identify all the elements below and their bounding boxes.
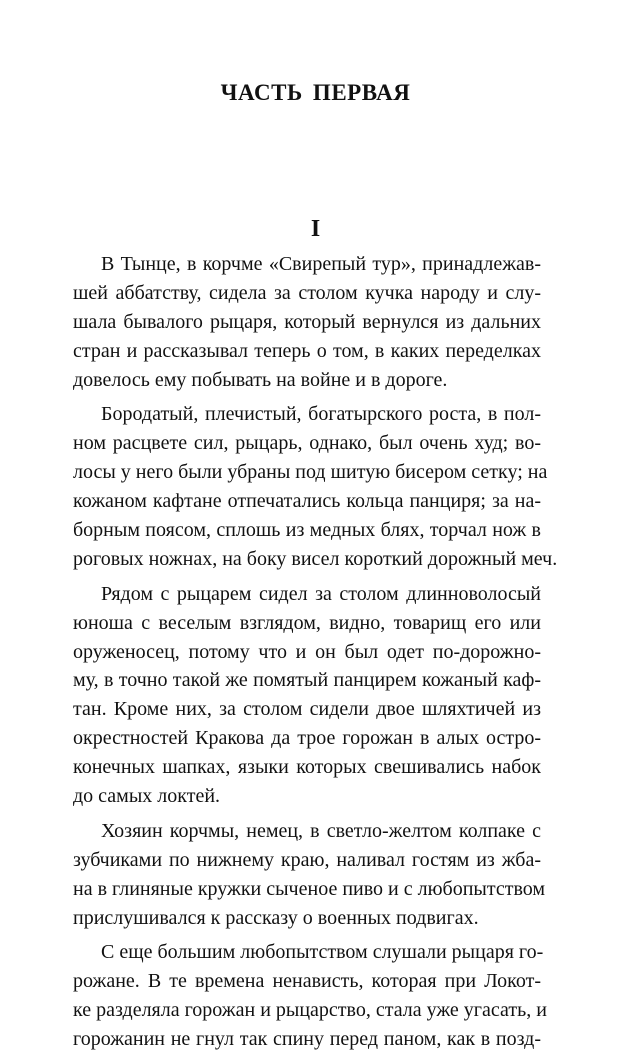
text-line: ном расцвете сил, рыцарь, однако, был очень худ; во- bbox=[73, 432, 541, 455]
text-line: юноша с веселым взглядом, видно, товарищ его или bbox=[73, 611, 541, 634]
text-line: окрестностей Кракова да трое горожан в алых остро- bbox=[73, 727, 541, 750]
paragraph bbox=[73, 580, 541, 811]
text-line: борным поясом, сплошь из медных блях, торчал нож в bbox=[73, 519, 541, 542]
text-line: роговых ножнах, на боку висел короткий дорожный меч. bbox=[73, 547, 558, 570]
paragraph bbox=[73, 938, 547, 1054]
text-line: му, в точно такой же помятый панцирем кожаный каф- bbox=[73, 669, 541, 692]
text-line: зубчиками по нижнему краю, наливал гостям из жба- bbox=[73, 848, 541, 871]
text-line: стран и рассказывал теперь о том, в каких переделках bbox=[73, 339, 541, 362]
paragraph bbox=[73, 817, 546, 933]
text-line: шала бывалого рыцаря, который вернулся из дальних bbox=[73, 310, 541, 333]
text-line: С еще большим любопытством слушали рыцаря го- bbox=[101, 941, 544, 964]
text-line: довелось ему побывать на войне и в дороге. bbox=[73, 368, 448, 391]
text-line: оруженосец, потому что и он был одет по-дорожно- bbox=[73, 640, 541, 663]
text-line: лосы у него были убраны под шитую бисером сетку; на bbox=[73, 461, 548, 484]
text-line: шей аббатству, сидела за столом кучка народу и слу- bbox=[73, 281, 541, 304]
paragraph bbox=[73, 400, 558, 573]
text-line: кожаном кафтане отпечатались кольца панциря; за на- bbox=[73, 490, 541, 513]
text-line: на в глиняные кружки сыченое пиво и с любопытством bbox=[73, 877, 546, 900]
text-line: Бородатый, плечистый, богатырского роста, в пол- bbox=[101, 403, 541, 426]
body-text bbox=[73, 250, 558, 1054]
paragraph bbox=[73, 250, 541, 394]
part-title: ЧАСТЬ ПЕРВАЯ bbox=[220, 80, 411, 105]
text-line: В Тынце, в корчме «Свирепый тур», принадлежав- bbox=[101, 253, 541, 275]
text-line: прислушивался к рассказу о военных подвигах. bbox=[73, 906, 479, 929]
chapter-number: I bbox=[310, 216, 321, 242]
text-line: конечных шапках, языки которых свешивались набок bbox=[73, 756, 541, 779]
text-line: ке разделяла горожан и рыцарство, стала уже угасать, и bbox=[73, 999, 547, 1022]
text-line: горожанин не гнул так спину перед паном, как в позд- bbox=[73, 1028, 541, 1051]
text-line: Хозяин корчмы, немец, в светло-желтом колпаке с bbox=[101, 819, 541, 842]
text-line: рожане. В те времена ненависть, которая при Локот- bbox=[73, 970, 541, 993]
text-line: до самых локтей. bbox=[73, 785, 221, 808]
text-line: Рядом с рыцарем сидел за столом длинноволосый bbox=[101, 582, 541, 605]
text-line: тан. Кроме них, за столом сидели двое шляхтичей из bbox=[73, 698, 541, 721]
